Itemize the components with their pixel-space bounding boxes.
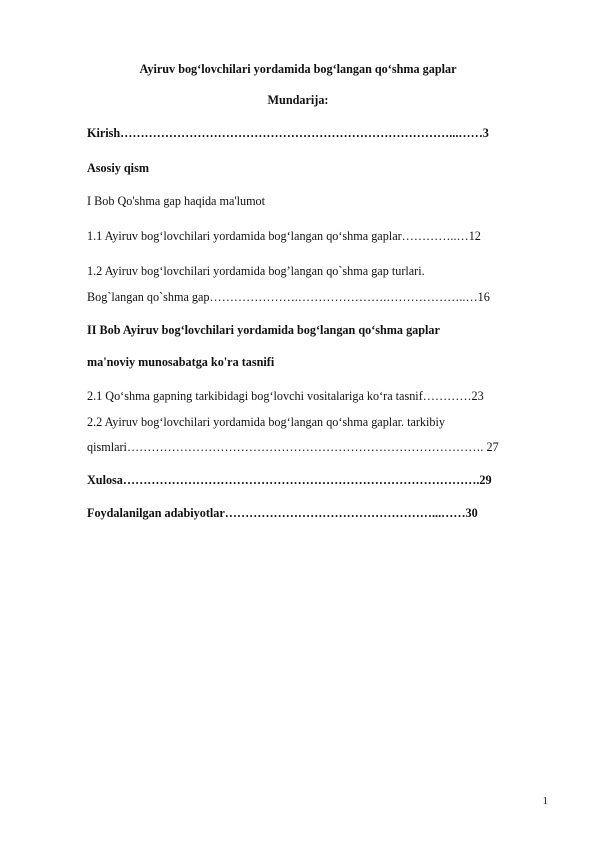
toc-entry-asosiy-qism: Asosiy qism — [87, 161, 149, 175]
document-title: Ayiruv bog‘lovchilari yordamida bog‘langan qo‘shma gaplar — [139, 62, 457, 76]
toc-entry-2-2: 2.2 Ayiruv bog‘lovchilari yordamida bog‘langan qo‘shma gaplar. tarkibiy — [87, 415, 445, 429]
toc-entry-1-2-cont: Bog`langan qo`shma gap………………….………………….………………..…16 — [87, 290, 490, 304]
toc-entry-xulosa: Xulosa…………………………………………………………………………….29 — [87, 473, 492, 487]
toc-entry-kirish: Kirish………………………………………………………………………...……3 — [87, 126, 489, 140]
toc-entry-2-1: 2.1 Qo‘shma gapning tarkibidagi bog‘lovchi vositalariga ko‘ra tasnif…………23 — [87, 389, 484, 403]
page-number: 1 — [542, 795, 548, 807]
toc-entry-1-1: 1.1 Ayiruv bog‘lovchilari yordamida bog‘langan qo‘shma gaplar…………..…12 — [87, 229, 481, 243]
toc-entry-bob-2-cont: ma'noviy munosabatga ko'ra tasnifi — [87, 355, 275, 369]
toc-entry-adabiyotlar: Foydalanilgan adabiyotlar……………………………………………...……30 — [87, 506, 478, 520]
contents-heading: Mundarija: — [267, 93, 329, 107]
toc-entry-1-2: 1.2 Ayiruv bog‘lovchilari yordamida bog’langan qo`shma gap turlari. — [87, 264, 425, 278]
toc-entry-bob-2: II Bob Ayiruv bog‘lovchilari yordamida bog‘langan qo‘shma gaplar — [87, 323, 440, 337]
toc-entry-2-2-cont: qismlari……………………………………………………………………………. 27 — [87, 440, 499, 454]
toc-entry-bob-1: I Bob Qo'shma gap haqida ma'lumot — [87, 194, 266, 208]
